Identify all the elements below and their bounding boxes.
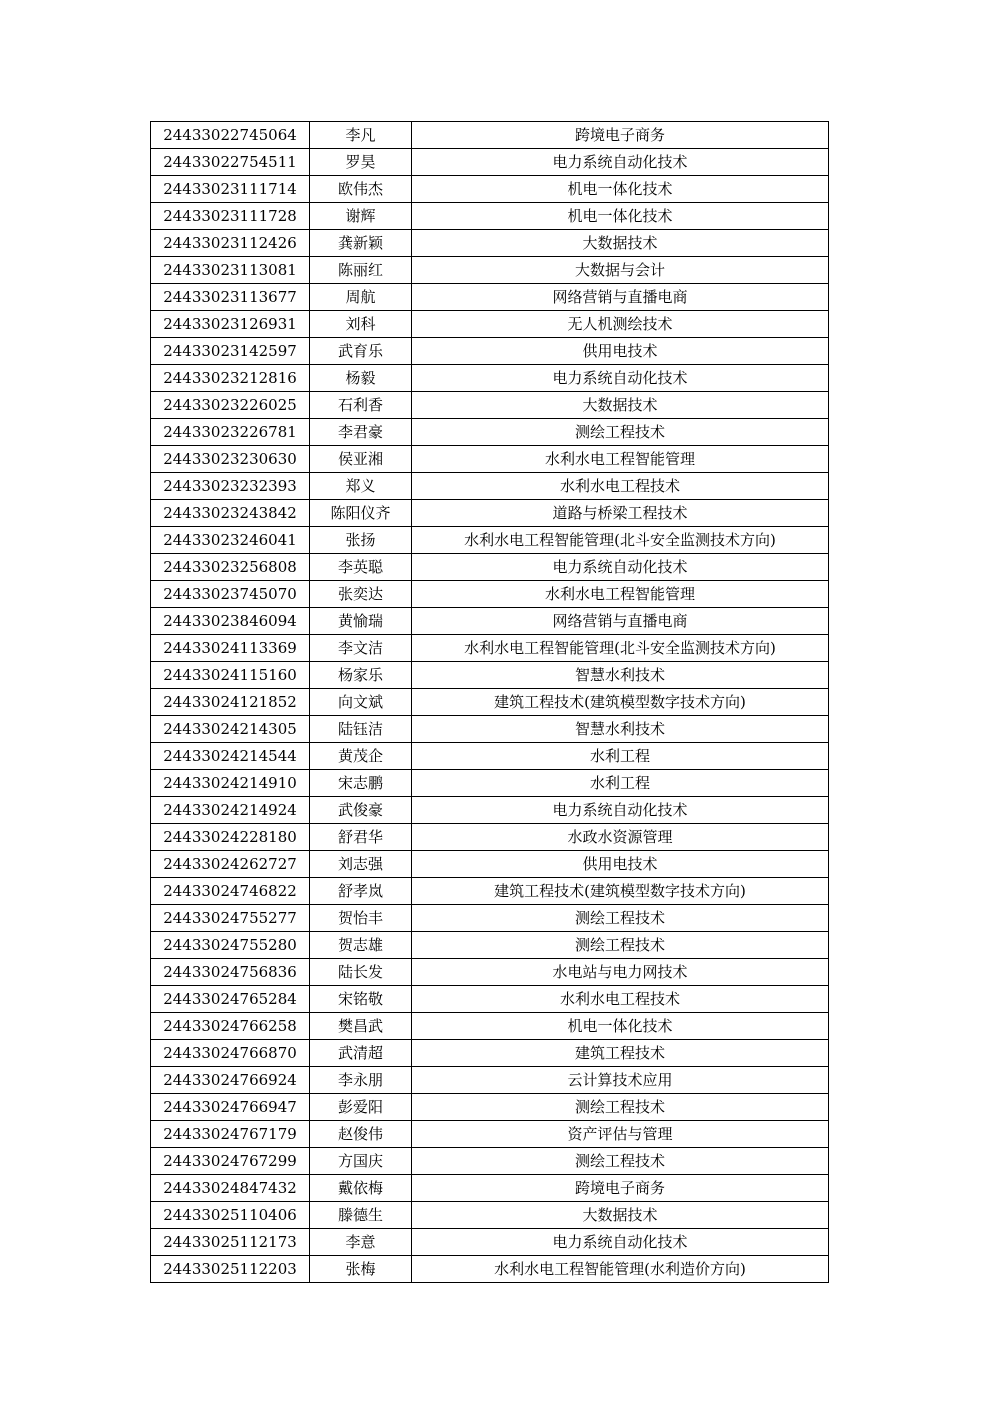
table-row	[151, 1229, 829, 1256]
student-name-cell: 李英聪	[310, 554, 412, 581]
major-cell: 水利水电工程智能管理	[412, 581, 829, 608]
major-cell: 水利水电工程智能管理	[412, 446, 829, 473]
table-row	[151, 1256, 829, 1283]
table-row	[151, 878, 829, 905]
exam-number-cell: 24433025112203	[151, 1256, 310, 1283]
student-name-cell: 武俊豪	[310, 797, 412, 824]
major-cell: 测绘工程技术	[412, 1094, 829, 1121]
major-cell: 跨境电子商务	[412, 122, 829, 149]
exam-number-cell: 24433024214305	[151, 716, 310, 743]
exam-number-cell: 24433024228180	[151, 824, 310, 851]
exam-number-cell: 24433024847432	[151, 1175, 310, 1202]
exam-number-cell: 24433023113081	[151, 257, 310, 284]
major-cell: 智慧水利技术	[412, 662, 829, 689]
table-row	[151, 986, 829, 1013]
student-name-cell: 张奕达	[310, 581, 412, 608]
exam-number-cell: 24433024262727	[151, 851, 310, 878]
exam-number-cell: 24433024746822	[151, 878, 310, 905]
exam-number-cell: 24433022745064	[151, 122, 310, 149]
table-row	[151, 149, 829, 176]
student-name-cell: 谢辉	[310, 203, 412, 230]
student-name-cell: 李永朋	[310, 1067, 412, 1094]
table-row	[151, 1040, 829, 1067]
major-cell: 云计算技术应用	[412, 1067, 829, 1094]
table-row	[151, 581, 829, 608]
student-name-cell: 龚新颖	[310, 230, 412, 257]
table-row	[151, 500, 829, 527]
exam-number-cell: 24433023212816	[151, 365, 310, 392]
major-cell: 水利工程	[412, 743, 829, 770]
table-row	[151, 743, 829, 770]
major-cell: 电力系统自动化技术	[412, 797, 829, 824]
student-name-cell: 舒孝岚	[310, 878, 412, 905]
major-cell: 水电站与电力网技术	[412, 959, 829, 986]
major-cell: 测绘工程技术	[412, 932, 829, 959]
table-row	[151, 1202, 829, 1229]
exam-number-cell: 24433024767299	[151, 1148, 310, 1175]
major-cell: 智慧水利技术	[412, 716, 829, 743]
document-page	[150, 121, 828, 1283]
major-cell: 建筑工程技术(建筑模型数字技术方向)	[412, 878, 829, 905]
major-cell: 电力系统自动化技术	[412, 365, 829, 392]
major-cell: 机电一体化技术	[412, 176, 829, 203]
exam-number-cell: 24433024766924	[151, 1067, 310, 1094]
exam-number-cell: 24433023232393	[151, 473, 310, 500]
major-cell: 水利水电工程技术	[412, 986, 829, 1013]
exam-number-cell: 24433024766258	[151, 1013, 310, 1040]
major-cell: 电力系统自动化技术	[412, 149, 829, 176]
exam-number-cell: 24433024214924	[151, 797, 310, 824]
table-row	[151, 257, 829, 284]
student-name-cell: 赵俊伟	[310, 1121, 412, 1148]
student-name-cell: 李意	[310, 1229, 412, 1256]
major-cell: 无人机测绘技术	[412, 311, 829, 338]
exam-number-cell: 24433022754511	[151, 149, 310, 176]
exam-number-cell: 24433024121852	[151, 689, 310, 716]
student-name-cell: 陈丽红	[310, 257, 412, 284]
exam-number-cell: 24433023745070	[151, 581, 310, 608]
major-cell: 电力系统自动化技术	[412, 1229, 829, 1256]
student-name-cell: 黄茂企	[310, 743, 412, 770]
major-cell: 建筑工程技术	[412, 1040, 829, 1067]
table-row	[151, 365, 829, 392]
table-row	[151, 284, 829, 311]
exam-number-cell: 24433024115160	[151, 662, 310, 689]
major-cell: 水利水电工程智能管理(北斗安全监测技术方向)	[412, 635, 829, 662]
exam-number-cell: 24433023226025	[151, 392, 310, 419]
exam-number-cell: 24433023111714	[151, 176, 310, 203]
table-row	[151, 689, 829, 716]
table-row	[151, 662, 829, 689]
table-row	[151, 1121, 829, 1148]
student-name-cell: 李文洁	[310, 635, 412, 662]
table-row	[151, 824, 829, 851]
major-cell: 网络营销与直播电商	[412, 284, 829, 311]
major-cell: 机电一体化技术	[412, 1013, 829, 1040]
table-row	[151, 608, 829, 635]
student-name-cell: 陆长发	[310, 959, 412, 986]
major-cell: 水政水资源管理	[412, 824, 829, 851]
table-row	[151, 1148, 829, 1175]
student-name-cell: 张扬	[310, 527, 412, 554]
student-name-cell: 李君豪	[310, 419, 412, 446]
major-cell: 资产评估与管理	[412, 1121, 829, 1148]
table-row	[151, 473, 829, 500]
student-name-cell: 张梅	[310, 1256, 412, 1283]
student-table	[150, 121, 829, 1283]
major-cell: 供用电技术	[412, 338, 829, 365]
table-row	[151, 932, 829, 959]
student-name-cell: 贺怡丰	[310, 905, 412, 932]
table-row	[151, 770, 829, 797]
student-name-cell: 侯亚湘	[310, 446, 412, 473]
table-row	[151, 311, 829, 338]
major-cell: 大数据技术	[412, 230, 829, 257]
major-cell: 水利水电工程技术	[412, 473, 829, 500]
exam-number-cell: 24433023243842	[151, 500, 310, 527]
student-name-cell: 刘志强	[310, 851, 412, 878]
student-name-cell: 欧伟杰	[310, 176, 412, 203]
table-row	[151, 905, 829, 932]
exam-number-cell: 24433023246041	[151, 527, 310, 554]
student-name-cell: 陈阳仪齐	[310, 500, 412, 527]
table-row	[151, 122, 829, 149]
student-name-cell: 戴依梅	[310, 1175, 412, 1202]
table-row	[151, 1067, 829, 1094]
major-cell: 大数据技术	[412, 392, 829, 419]
student-name-cell: 宋铭敬	[310, 986, 412, 1013]
student-name-cell: 刘科	[310, 311, 412, 338]
major-cell: 水利水电工程智能管理(北斗安全监测技术方向)	[412, 527, 829, 554]
table-row	[151, 959, 829, 986]
student-name-cell: 李凡	[310, 122, 412, 149]
major-cell: 测绘工程技术	[412, 1148, 829, 1175]
table-row	[151, 338, 829, 365]
student-name-cell: 陆钰洁	[310, 716, 412, 743]
exam-number-cell: 24433024113369	[151, 635, 310, 662]
exam-number-cell: 24433023142597	[151, 338, 310, 365]
table-row	[151, 446, 829, 473]
major-cell: 机电一体化技术	[412, 203, 829, 230]
major-cell: 道路与桥梁工程技术	[412, 500, 829, 527]
student-name-cell: 滕德生	[310, 1202, 412, 1229]
table-row	[151, 527, 829, 554]
table-row	[151, 176, 829, 203]
student-name-cell: 周航	[310, 284, 412, 311]
exam-number-cell: 24433023230630	[151, 446, 310, 473]
student-name-cell: 武清超	[310, 1040, 412, 1067]
student-name-cell: 舒君华	[310, 824, 412, 851]
exam-number-cell: 24433024765284	[151, 986, 310, 1013]
table-row	[151, 797, 829, 824]
major-cell: 供用电技术	[412, 851, 829, 878]
exam-number-cell: 24433025110406	[151, 1202, 310, 1229]
table-body	[151, 122, 829, 1283]
major-cell: 测绘工程技术	[412, 905, 829, 932]
exam-number-cell: 24433025112173	[151, 1229, 310, 1256]
exam-number-cell: 24433024755280	[151, 932, 310, 959]
exam-number-cell: 24433023126931	[151, 311, 310, 338]
table-row	[151, 554, 829, 581]
student-name-cell: 杨家乐	[310, 662, 412, 689]
student-name-cell: 郑义	[310, 473, 412, 500]
major-cell: 电力系统自动化技术	[412, 554, 829, 581]
table-row	[151, 1094, 829, 1121]
exam-number-cell: 24433024214544	[151, 743, 310, 770]
table-row	[151, 1175, 829, 1202]
major-cell: 大数据与会计	[412, 257, 829, 284]
major-cell: 大数据技术	[412, 1202, 829, 1229]
table-row	[151, 1013, 829, 1040]
student-name-cell: 贺志雄	[310, 932, 412, 959]
major-cell: 水利工程	[412, 770, 829, 797]
student-name-cell: 杨毅	[310, 365, 412, 392]
table-row	[151, 203, 829, 230]
table-row	[151, 419, 829, 446]
major-cell: 测绘工程技术	[412, 419, 829, 446]
student-name-cell: 石利香	[310, 392, 412, 419]
table-row	[151, 716, 829, 743]
table-row	[151, 392, 829, 419]
exam-number-cell: 24433024755277	[151, 905, 310, 932]
student-name-cell: 彭爱阳	[310, 1094, 412, 1121]
exam-number-cell: 24433023226781	[151, 419, 310, 446]
exam-number-cell: 24433024756836	[151, 959, 310, 986]
student-name-cell: 黄愉瑞	[310, 608, 412, 635]
exam-number-cell: 24433024766870	[151, 1040, 310, 1067]
exam-number-cell: 24433023256808	[151, 554, 310, 581]
major-cell: 网络营销与直播电商	[412, 608, 829, 635]
table-row	[151, 851, 829, 878]
exam-number-cell: 24433024214910	[151, 770, 310, 797]
table-row	[151, 230, 829, 257]
student-name-cell: 方国庆	[310, 1148, 412, 1175]
exam-number-cell: 24433024766947	[151, 1094, 310, 1121]
table-row	[151, 635, 829, 662]
exam-number-cell: 24433023111728	[151, 203, 310, 230]
student-name-cell: 向文斌	[310, 689, 412, 716]
exam-number-cell: 24433024767179	[151, 1121, 310, 1148]
major-cell: 建筑工程技术(建筑模型数字技术方向)	[412, 689, 829, 716]
student-name-cell: 罗昊	[310, 149, 412, 176]
exam-number-cell: 24433023113677	[151, 284, 310, 311]
student-name-cell: 宋志鹏	[310, 770, 412, 797]
major-cell: 水利水电工程智能管理(水利造价方向)	[412, 1256, 829, 1283]
student-name-cell: 武育乐	[310, 338, 412, 365]
exam-number-cell: 24433023112426	[151, 230, 310, 257]
major-cell: 跨境电子商务	[412, 1175, 829, 1202]
exam-number-cell: 24433023846094	[151, 608, 310, 635]
student-name-cell: 樊昌武	[310, 1013, 412, 1040]
